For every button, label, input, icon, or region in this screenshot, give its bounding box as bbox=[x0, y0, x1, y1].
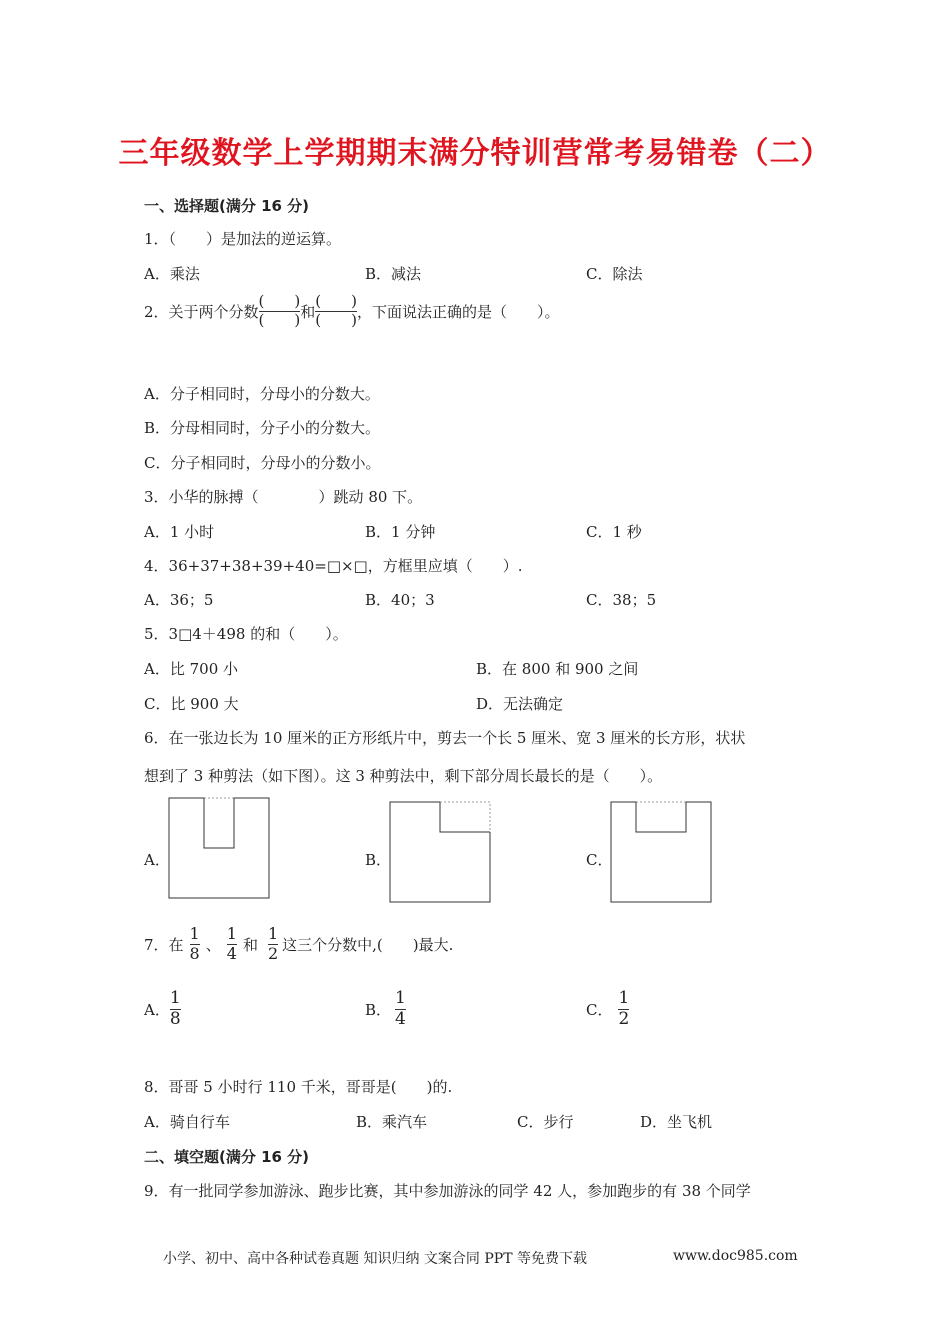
question-7-suffix: 这三个分数中,( )最大. bbox=[282, 935, 454, 954]
fraction-one-eighth bbox=[190, 926, 200, 963]
question-1-option-a: A．乘法 bbox=[144, 265, 200, 283]
question-1-option-c: C．除法 bbox=[586, 265, 643, 283]
question-2-and: 和 bbox=[300, 302, 316, 321]
fraction-blank-1 bbox=[259, 294, 301, 329]
fraction-numerator: 1 bbox=[226, 924, 237, 943]
fraction-one-half bbox=[618, 990, 629, 1029]
fraction-denominator: 4 bbox=[395, 1008, 406, 1029]
question-8-stem: 8．哥哥 5 小时行 110 千米，哥哥是( )的. bbox=[144, 1078, 453, 1096]
question-2-option-c: C．分子相同时，分母小的分数小。 bbox=[144, 454, 381, 472]
fraction-blank-1-denominator: ( ) bbox=[258, 310, 301, 329]
question-8-option-d: D．坐飞机 bbox=[640, 1113, 713, 1131]
question-5-option-d: D．无法确定 bbox=[476, 695, 564, 713]
question-2-suffix: ，下面说法正确的是（ ）。 bbox=[357, 302, 560, 321]
question-5-stem: 5．3□4＋498 的和（ ）。 bbox=[144, 625, 348, 643]
question-8-option-b: B．乘汽车 bbox=[356, 1113, 428, 1131]
question-7-option-b bbox=[365, 990, 406, 1029]
fraction-denominator: 4 bbox=[226, 943, 237, 963]
question-2-prefix: 2．关于两个分数 bbox=[144, 302, 259, 321]
question-2-option-a: A．分子相同时，分母小的分数大。 bbox=[144, 385, 380, 403]
question-7-separator-2: 和 bbox=[242, 935, 258, 954]
fraction-one-quarter bbox=[395, 990, 406, 1029]
fraction-blank-2-denominator: ( ) bbox=[315, 310, 357, 329]
question-6-option-b: B． bbox=[365, 851, 392, 869]
option-label: C． bbox=[586, 1000, 613, 1019]
question-3-option-a: A．1 小时 bbox=[144, 523, 215, 541]
cut-diagram-b bbox=[389, 801, 493, 903]
question-8-option-a: A．骑自行车 bbox=[144, 1113, 230, 1131]
page-title: 三年级数学上学期期末满分特训营常考易错卷（二） bbox=[118, 136, 832, 171]
question-9-stem: 9．有一批同学参加游泳、跑步比赛，其中参加游泳的同学 42 人，参加跑步的有 38 个同学 bbox=[144, 1182, 751, 1200]
fraction-blank-2-numerator: ( ) bbox=[315, 292, 357, 310]
fraction-numerator: 1 bbox=[169, 988, 181, 1008]
question-7-separator-1: 、 bbox=[205, 935, 221, 954]
question-4-stem: 4．36+37+38+39+40=□×□，方框里应填（ ）. bbox=[144, 557, 523, 575]
option-label: B． bbox=[365, 1000, 392, 1019]
question-4-option-a: A．36；5 bbox=[144, 591, 214, 609]
question-2-option-b: B．分母相同时，分子小的分数大。 bbox=[144, 419, 381, 437]
question-7-option-c bbox=[586, 990, 629, 1029]
question-2-stem bbox=[144, 294, 560, 329]
question-5-option-a: A．比 700 小 bbox=[144, 660, 238, 678]
cut-diagram-a bbox=[168, 797, 272, 899]
question-4-option-c: C．38；5 bbox=[586, 591, 657, 609]
fraction-denominator: 8 bbox=[169, 1008, 181, 1029]
fraction-denominator: 8 bbox=[189, 943, 200, 963]
fraction-denominator: 2 bbox=[267, 943, 279, 963]
fraction-blank-1-numerator: ( ) bbox=[258, 292, 301, 310]
fraction-blank-2 bbox=[315, 294, 357, 329]
question-4-option-b: B．40；3 bbox=[365, 591, 435, 609]
section-heading-choice: 一、选择题(满分 16 分) bbox=[144, 197, 310, 215]
section-heading-fill-in: 二、填空题(满分 16 分) bbox=[144, 1148, 310, 1166]
question-3-option-c: C．1 秒 bbox=[586, 523, 642, 541]
question-5-option-b: B．在 800 和 900 之间 bbox=[476, 660, 639, 678]
question-7-option-a bbox=[144, 990, 181, 1029]
question-3-option-b: B．1 分钟 bbox=[365, 523, 436, 541]
question-7-stem bbox=[144, 926, 453, 963]
fraction-denominator: 2 bbox=[618, 1008, 630, 1029]
footer-url[interactable]: www.doc985.com bbox=[673, 1248, 798, 1264]
footer-text: 小学、初中、高中各种试卷真题 知识归纳 文案合同 PPT 等免费下载 bbox=[163, 1251, 587, 1267]
fraction-one-quarter bbox=[227, 926, 237, 963]
option-label: A． bbox=[144, 1000, 170, 1019]
fraction-one-eighth bbox=[170, 990, 181, 1029]
question-6-option-a: A． bbox=[144, 851, 170, 869]
question-1-option-b: B．减法 bbox=[365, 265, 422, 283]
question-6-line-1: 6．在一张边长为 10 厘米的正方形纸片中，剪去一个长 5 厘米、宽 3 厘米的长方形，状状 bbox=[144, 729, 746, 747]
fraction-numerator: 1 bbox=[267, 924, 279, 943]
question-5-option-c: C．比 900 大 bbox=[144, 695, 239, 713]
cut-diagram-c bbox=[610, 801, 714, 903]
question-6-option-c: C． bbox=[586, 851, 613, 869]
question-3-stem: 3．小华的脉搏（ ）跳动 80 下。 bbox=[144, 488, 423, 506]
question-8-option-c: C．步行 bbox=[517, 1113, 574, 1131]
fraction-numerator: 1 bbox=[618, 988, 630, 1008]
fraction-one-half bbox=[268, 926, 278, 963]
fraction-numerator: 1 bbox=[395, 988, 406, 1008]
question-7-prefix: 7．在 bbox=[144, 935, 184, 954]
question-6-line-2: 想到了 3 种剪法（如下图）。这 3 种剪法中，剩下部分周长最长的是（ ）。 bbox=[144, 767, 663, 785]
fraction-numerator: 1 bbox=[189, 924, 200, 943]
question-1-stem: 1．（ ）是加法的逆运算。 bbox=[144, 230, 342, 248]
